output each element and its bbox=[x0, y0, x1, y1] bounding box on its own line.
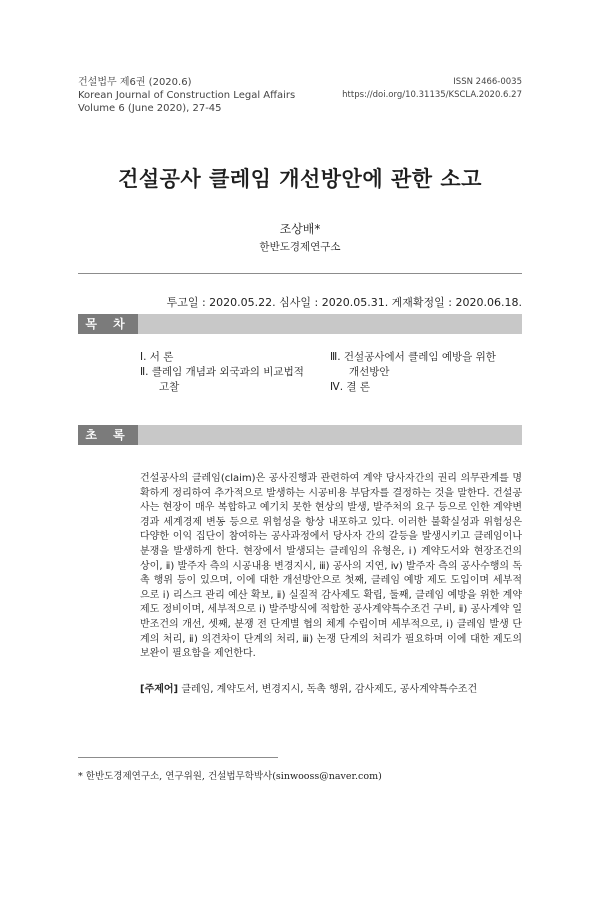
journal-volume-english: Volume 6 (June 2020), 27-45 bbox=[78, 103, 222, 114]
abstract-section-label: 초 록 bbox=[78, 425, 138, 445]
keywords-label: [주제어] bbox=[140, 684, 179, 695]
author-footnote: * 한반도경제연구소, 연구위원, 건설법무학박사(sinwooss@naver.com) bbox=[78, 771, 382, 782]
author-name: 조상배* bbox=[279, 222, 321, 236]
divider bbox=[78, 273, 522, 274]
toc-item-continuation: 고찰 bbox=[159, 381, 180, 393]
submission-dates: 투고일 : 2020.05.22. 심사일 : 2020.05.31. 게재확정일 : 2020.06.18. bbox=[166, 296, 522, 309]
journal-volume-korean: 건설법무 제6권 (2020.6) bbox=[78, 77, 192, 88]
abstract-section-bar bbox=[78, 425, 522, 445]
author-affiliation: 한반도경제연구소 bbox=[259, 241, 341, 253]
toc-item: Ⅰ. 서 론 bbox=[140, 351, 174, 363]
footnote-divider bbox=[78, 757, 278, 758]
toc-item-continuation: 개선방안 bbox=[349, 366, 390, 378]
toc-right-column bbox=[330, 350, 496, 395]
journal-header bbox=[78, 76, 295, 115]
keywords-list: 클레임, 계약도서, 변경지시, 독촉 행위, 감사제도, 공사계약특수조건 bbox=[181, 684, 478, 695]
keywords bbox=[140, 683, 522, 697]
toc-item: Ⅳ. 결 론 bbox=[330, 381, 370, 393]
toc-section-label: 목 차 bbox=[78, 314, 138, 334]
journal-identifiers bbox=[342, 76, 522, 102]
toc-item: Ⅲ. 건설공사에서 클레임 예방을 위한 bbox=[330, 351, 496, 363]
toc-left-column bbox=[140, 350, 304, 395]
paper-title: 건설공사 클레임 개선방안에 관한 소고 bbox=[118, 167, 482, 191]
doi-link[interactable]: https://doi.org/10.31135/KSCLA.2020.6.27 bbox=[342, 90, 522, 100]
abstract-text: 건설공사의 클레임(claim)은 공사진행과 관련하여 계약 당사자간의 권리 의무관계를 명확하게 정리하여 추가적으로 발생하는 시공비용 부담자를 결정하는 것을 말한다. 건설공사는 현장이 매우 복합하고 예기치 못한 현상의 발생, 발주처의 요구 등으로 인한 계약변경과 세계경제 변동 등으로 위험성을 항상 내포하고 있다. 이러한 불확실성과 위험성은 다양한 이익 집단이 참여하는 공사과정에서 당사자 간의 갈등을 발생시키고 클레임이나 분쟁을 발생하게 한다. 현장에서 발생되는 클레임의 유형은, ⅰ) 계약도서와 현장조건의 상이, ⅱ) 발주자 측의 시공내용 변경지시, ⅲ) 공사의 지연, ⅳ) 발주자 측의 공사수행의 독촉 행위 등이 있으며, 이에 대한 개선방안으로 첫째, 클레임 예방 제도 도입이며 세부적으로 ⅰ) 리스크 관리 예산 확보, ⅱ) 실질적 감사제도 확립, 둘째, 클레임 예방을 위한 계약제도 정비이며, 세부적으로 ⅰ) 발주방식에 적합한 공사계약특수조건 구비, ⅱ) 공사계약 일반조건의 개선, 셋째, 분쟁 전 단계별 협의 체계 수립이며 세부적으로, ⅰ) 클레임 발생 단계의 처리, ⅱ) 의견차이 단계의 처리, ⅲ) 논쟁 단계의 처리가 필요하며 이에 대한 제도의 보완이 필요함을 제언한다. bbox=[140, 473, 522, 660]
issn: ISSN 2466-0035 bbox=[453, 77, 522, 87]
toc-item: Ⅱ. 클레임 개념과 외국과의 비교법적 bbox=[140, 366, 304, 378]
toc-section-bar bbox=[78, 314, 522, 334]
journal-name-english: Korean Journal of Construction Legal Affairs bbox=[78, 90, 296, 101]
